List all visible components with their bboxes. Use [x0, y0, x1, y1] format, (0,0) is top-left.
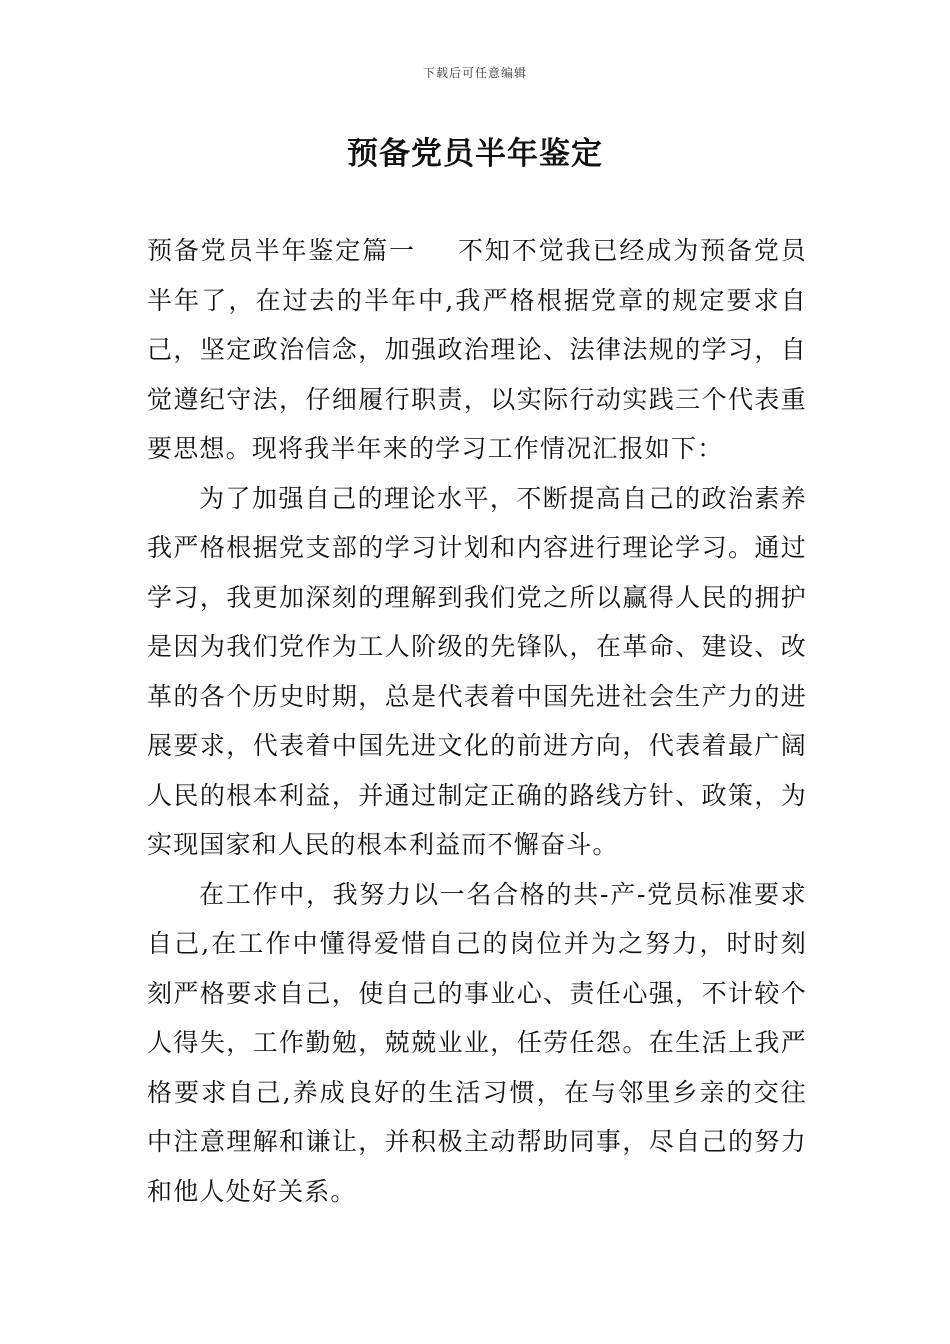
paragraph-theory-study: 为了加强自己的理论水平，不断提高自己的政治素养我严格根据党支部的学习计划和内容进行理论学习。通过学习，我更加深刻的理解到我们党之所以赢得人民的拥护是因为我们党作为工人阶级的先锋队，在革命、建设、改革的各个历史时期，总是代表着中国先进社会生产力的进展要求，代表着中国先进文化的前进方向，代表着最广阔人民的根本利益，并通过制定正确的路线方针、政策，为实现国家和人民的根本利益而不懈奋斗。 — [147, 483, 807, 859]
paragraph-intro — [147, 226, 807, 474]
document-body — [147, 226, 807, 1216]
document-title: 预备党员半年鉴定 — [347, 136, 603, 172]
header-note: 下载后可任意编辑 — [422, 66, 527, 80]
intro-text: 不知不觉我已经成为预备党员半年了，在过去的半年中,我严格根据党章的规定要求自己，坚定政治信念，加强政治理论、法律法规的学习，自觉遵纪守法，仔细履行职责，以实际行动实践三个代表重要思想。现将我半年来的学习工作情况汇报如下： — [147, 236, 807, 463]
section-heading: 预备党员半年鉴定篇一 — [147, 236, 416, 265]
paragraph-work-life: 在工作中，我努力以一名合格的共-产-党员标准要求自己,在工作中懂得爱惜自己的岗位并为之努力，时时刻刻严格要求自己，使自己的事业心、责任心强，不计较个人得失，工作勤勉，兢兢业业，任劳任怨。在生活上我严格要求自己,养成良好的生活习惯，在与邻里乡亲的交往中注意理解和谦让，并积极主动帮助同事，尽自己的努力和他人处好关系。 — [147, 879, 807, 1206]
